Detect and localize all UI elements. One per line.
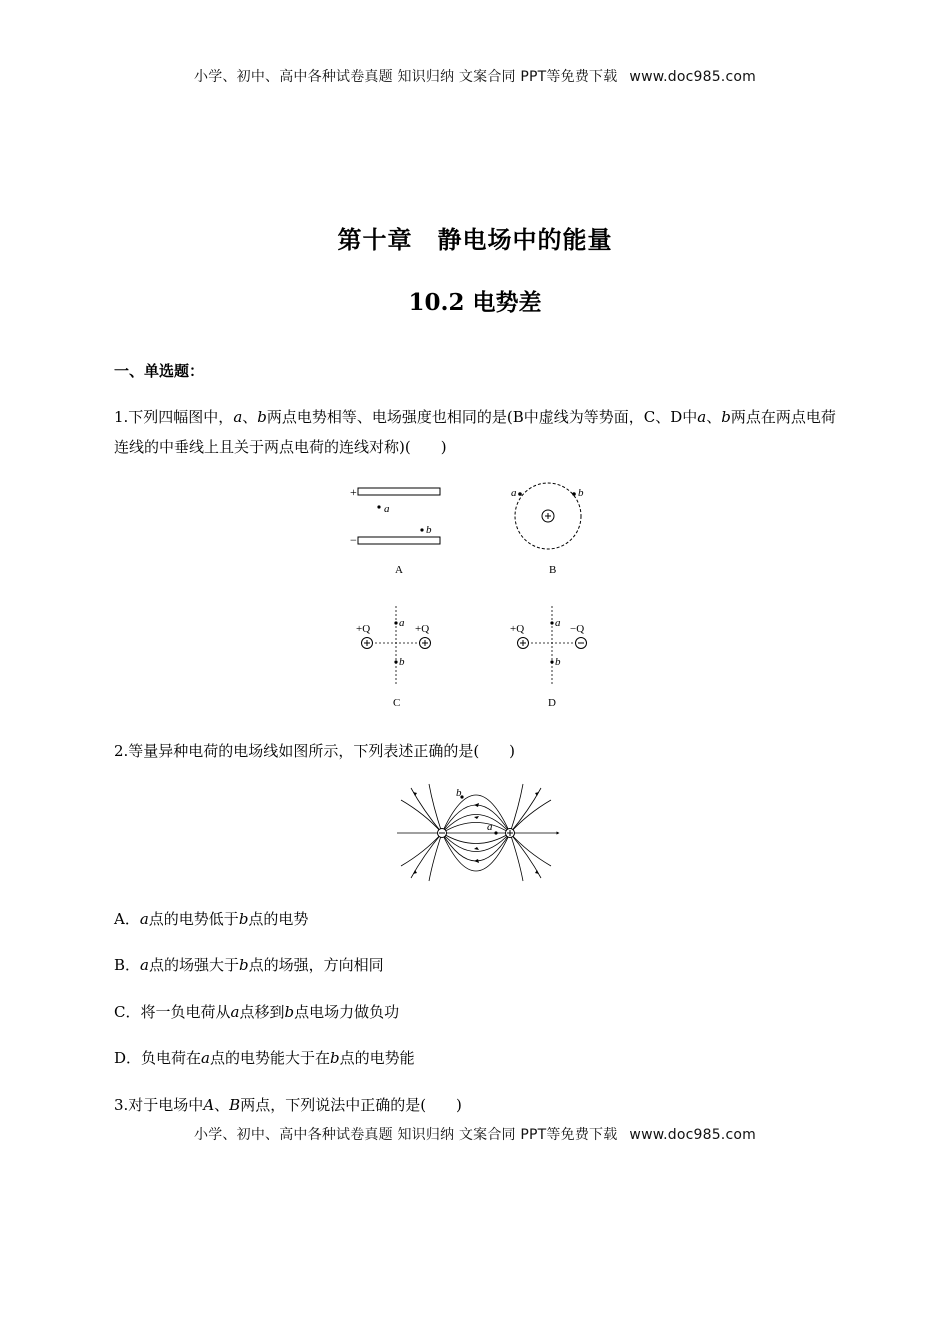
part-heading: 一、单选题：	[114, 362, 205, 380]
positive-plate	[358, 488, 440, 495]
question-1: 1.下列四幅图中，a、b两点电势相等、电场强度也相同的是(B中虚线为等势面，C、D中a、b两点在两点电荷连线的中垂线上且关于两点电荷的连线对称)( )	[114, 408, 836, 456]
point-a-dot	[518, 492, 522, 496]
point-a-dot	[377, 505, 380, 508]
caption-b: B	[549, 564, 557, 576]
option-c: C．将一负电荷从a点移到b点电场力做负功	[114, 1003, 400, 1021]
figure-2	[395, 782, 560, 882]
caption-d: D	[548, 697, 556, 709]
figure-1	[330, 478, 630, 714]
header-banner-text: 小学、初中、高中各种试卷真题 知识归纳 文案合同 PPT等免费下载	[194, 69, 618, 85]
caption-a: A	[395, 564, 403, 576]
point-a-label: a	[555, 617, 561, 629]
footer-banner-text: 小学、初中、高中各种试卷真题 知识归纳 文案合同 PPT等免费下载	[194, 1127, 618, 1143]
charge-label-right: −Q	[570, 623, 585, 635]
field-lines	[397, 784, 558, 881]
charge-label-right: +Q	[415, 623, 430, 635]
point-b-label: b	[555, 656, 561, 668]
point-a-dot	[394, 621, 397, 624]
diagram-c	[356, 606, 431, 709]
point-b-dot	[420, 528, 423, 531]
diagram-a	[350, 485, 440, 576]
point-a-label: a	[487, 821, 493, 833]
point-b-dot	[394, 660, 397, 663]
diagram-d	[510, 606, 587, 709]
point-b-dot	[550, 660, 553, 663]
charge-label-left: +Q	[510, 623, 525, 635]
header-banner	[0, 66, 950, 86]
section-title: 10.2 电势差	[408, 289, 542, 316]
point-a-dot	[550, 621, 553, 624]
header-banner-url[interactable]: www.doc985.com	[629, 69, 756, 85]
minus-sign: −	[350, 533, 357, 547]
chapter-title: 第十章 静电场中的能量	[337, 225, 613, 254]
caption-c: C	[393, 697, 401, 709]
point-a-label: a	[384, 503, 390, 515]
point-b-dot	[572, 492, 576, 496]
point-a-label: a	[399, 617, 405, 629]
question-3: 3.对于电场中A、B两点，下列说法中正确的是( )	[114, 1096, 462, 1114]
point-b-label: b	[578, 487, 584, 499]
footer-banner-url[interactable]: www.doc985.com	[629, 1127, 756, 1143]
option-d: D．负电荷在a点的电势能大于在b点的电势能	[114, 1049, 415, 1067]
charge-label-left: +Q	[356, 623, 371, 635]
option-b: B．a点的场强大于b点的场强，方向相同	[114, 956, 384, 974]
diagram-b	[511, 483, 584, 576]
footer-banner	[0, 1124, 950, 1144]
point-a-dot	[494, 831, 497, 834]
point-b-label: b	[456, 787, 462, 799]
point-b-label: b	[426, 524, 432, 536]
negative-plate	[358, 537, 440, 544]
question-2: 2.等量异种电荷的电场线如图所示，下列表述正确的是( )	[114, 742, 516, 760]
option-a: A．a点的电势低于b点的电势	[114, 910, 309, 928]
point-b-label: b	[399, 656, 405, 668]
plus-sign: +	[350, 485, 357, 499]
point-a-label: a	[511, 487, 517, 499]
